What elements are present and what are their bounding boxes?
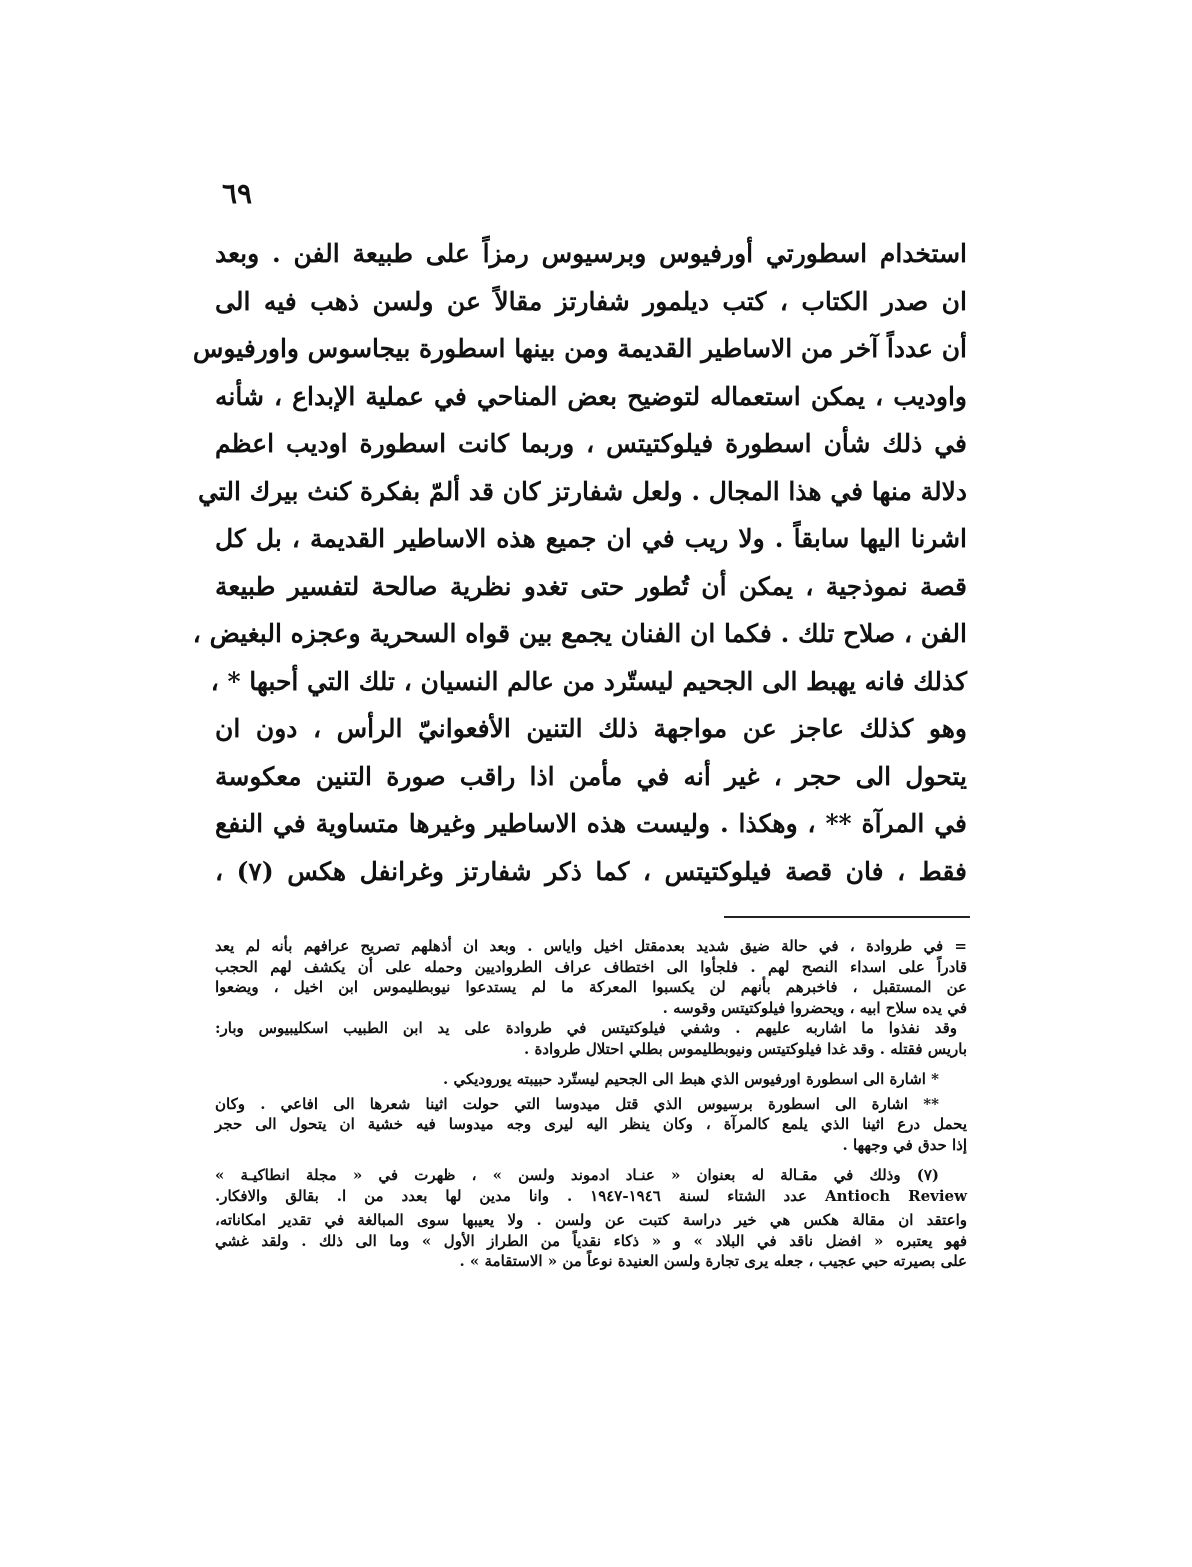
footnote-line: إذا حدق في وجهها . bbox=[842, 1135, 967, 1154]
footnote-star-two: ** اشارة الى اسطورة برسيوس الذي قتل ميدوسا التي حولت اثينا شعرها الى افاعي . وكان bbox=[215, 1094, 939, 1113]
text-line: استخدام اسطورتي أورفيوس وبرسيوس رمزاً على طبيعة الفن . وبعد bbox=[215, 239, 967, 268]
text-line: ان صدر الكتاب ، كتب ديلمور شفارتز مقالاً عن ولسن ذهب فيه الى bbox=[215, 286, 967, 316]
text-line: واوديب ، يمكن استعماله لتوضيح بعض المناحي في عملية الإبداع ، شأنه bbox=[215, 381, 967, 411]
footnote-text: عدد الشتاء لسنة ١٩٤٦-١٩٤٧ . وانا مدين لها بعدد من ا. بقالق والافكار. bbox=[215, 1186, 807, 1205]
text-line: قصة نموذجية ، يمكن أن تُطور حتى تغدو نظرية صالحة لتفسير طبيعة bbox=[215, 571, 967, 601]
text-line: دلالة منها في هذا المجال . ولعل شفارتز كان قد ألمّ بفكرة كنث بيرك التي bbox=[197, 476, 967, 506]
footnote-line: يحمل درع اثينا الذي يلمع كالمرآة ، وكان ينظر اليه ليرى وجه ميدوسا فيه خشية ان يتحول الى حجر bbox=[215, 1115, 967, 1133]
journal-title-latin: Antioch Review bbox=[824, 1186, 967, 1205]
text-line: أن عدداً آخر من الاساطير القديمة ومن بينها اسطورة بيجاسوس واورفيوس bbox=[192, 334, 967, 363]
page-number: ٦٩ bbox=[222, 177, 253, 210]
footnotes bbox=[215, 936, 967, 1272]
footnote-line bbox=[215, 1186, 967, 1207]
footnote-line: في يده سلاح ابيه ، ويحضروا فيلوكتيتس وقوسه . bbox=[662, 998, 967, 1017]
text-line: اشرنا اليها سابقاً . ولا ريب في ان جميع هذه الاساطير القديمة ، بل كل bbox=[215, 524, 967, 553]
footnote-line: فهو يعتبره « افضل ناقد في البلاد » و « ذكاء نقدياً من الطراز الأول » وما الى ذلك . ولقد غشي bbox=[215, 1231, 967, 1250]
footnote-star-one: * اشارة الى اسطورة اورفيوس الذي هبط الى الجحيم ليستّرد حبيبته يوروديكي . bbox=[443, 1070, 939, 1088]
footnote-seven: (٧) وذلك في مقـالة له بعنوان « عنـاد ادموند ولسن » ، ظهرت في « مجلة انطاكيـة » bbox=[215, 1166, 939, 1184]
footnote-line: وقد نفذوا ما اشاربه عليهم . وشفي فيلوكتيتس في طروادة على يد ابن الطبيب اسكليبيوس وبار: bbox=[215, 1019, 957, 1037]
footnote-line: قادراً على اسداء النصح لهم . فلجأوا الى اختطاف عراف الطرواديين وحمله على أن يكشف لهم الحجب bbox=[215, 957, 967, 976]
footnote-line: واعتقد ان مقالة هكس هي خير دراسة كتبت عن ولسن . ولا يعيبها سوى المبالغة في تقدير امكاناته، bbox=[215, 1211, 967, 1229]
text-line: وهو كذلك عاجز عن مواجهة ذلك التنين الأفعوانيّ الرأس ، دون ان bbox=[215, 714, 967, 743]
footnote-line: = في طروادة ، في حالة ضيق شديد بعدمقتل اخيل واياس . وبعد ان أذهلهم تصريح عرافهم بأنه لم يعد bbox=[215, 937, 967, 955]
text-line: في المرآة ** ، وهكذا . وليست هذه الاساطير وغيرها متساوية في النفع bbox=[215, 809, 967, 838]
text-line: في ذلك شأن اسطورة فيلوكتيتس ، وربما كانت اسطورة اوديب اعظم bbox=[215, 429, 967, 458]
main-text bbox=[192, 230, 967, 895]
footnote-line: باريس فقتله . وقد غدا فيلوكتيتس ونيوبطليموس بطلي احتلال طروادة . bbox=[524, 1039, 967, 1058]
footnote-line: على بصيرته حبي عجيب ، جعله يرى تجارة ولسن العنيدة نوعاً من « الاستقامة » . bbox=[459, 1252, 967, 1270]
text-line: الفن ، صلاح تلك . فكما ان الفنان يجمع بين قواه السحرية وعجزه البغيض ، bbox=[192, 619, 967, 648]
footnote-line: عن المستقبل ، فاخبرهم بأنهم لن يكسبوا المعركة ما لم يستدعوا نيوبطليموس ابن اخيل ، ويضعوا bbox=[215, 978, 967, 996]
text-line: كذلك فانه يهبط الى الجحيم ليستّرد من عالم النسيان ، تلك التي أحبها * ، bbox=[210, 666, 967, 696]
text-line: يتحول الى حجر ، غير أنه في مأمن اذا راقب صورة التنين معكوسة bbox=[215, 761, 967, 791]
text-line: فقط ، فان قصة فيلوكتيتس ، كما ذكر شفارتز وغرانفل هكس (٧) ، bbox=[215, 856, 967, 886]
footnote-divider bbox=[724, 916, 970, 918]
